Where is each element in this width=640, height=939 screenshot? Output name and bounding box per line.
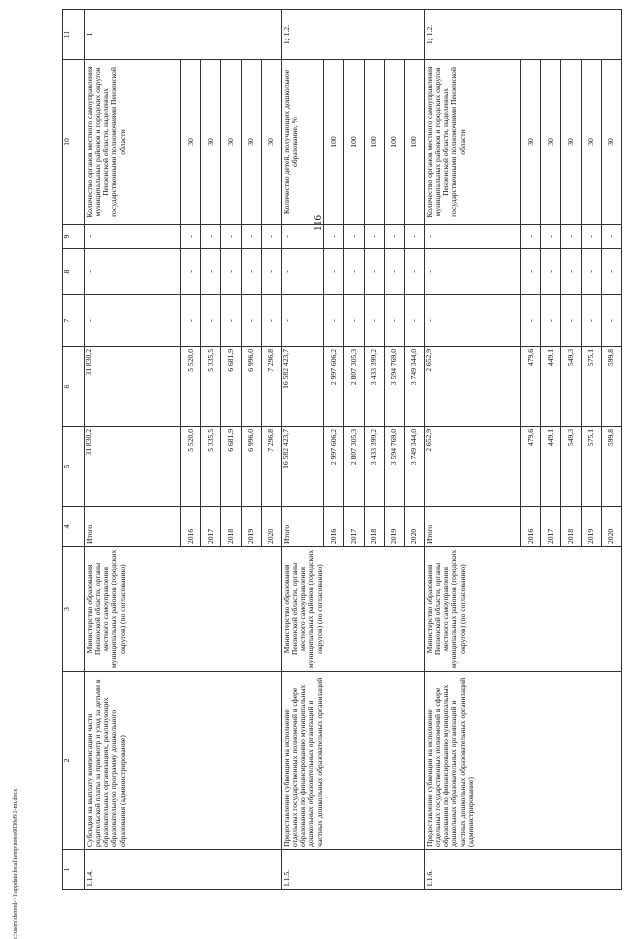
value-col7: -: [241, 295, 261, 347]
value-col7: -: [324, 295, 344, 347]
activity-executor: Министерство образования Пензенской области, органы местного самоуправления муниципальных районов (городских округов) (по согласованию): [281, 547, 424, 672]
value-col6: 2 997 606,2: [324, 347, 344, 427]
indicator-value: 100: [344, 60, 364, 225]
value-col6: 599,8: [601, 347, 621, 427]
indicator-name: Количество органов местного самоуправления муниципальных районов и городских округов Пензенской области, наделенных государственными полномочиями Пензенской области: [84, 60, 180, 225]
value-col8: -: [324, 249, 344, 295]
total-value-col5: 31 830,2: [84, 427, 180, 507]
value-col7: -: [201, 295, 221, 347]
col-header: 10: [63, 60, 85, 225]
value-col5: 3 749 344,0: [404, 427, 424, 507]
activity-name: Предоставление субвенции на исполнение отдельных государственных полномочий в сфере образования по финансированию муниципальных дошкольных образовательных организаций и частных дошкольных образовательных организаций (администрирование): [424, 672, 621, 850]
rotated-page: [62, 10, 622, 890]
value-col5: 6 996,0: [241, 427, 261, 507]
total-label: Итого: [84, 507, 180, 547]
value-col8: -: [404, 249, 424, 295]
value-col9: -: [201, 225, 221, 249]
year-cell: 2020: [261, 507, 281, 547]
value-col6: 5 335,5: [201, 347, 221, 427]
indicator-reference: 1; 1.2.: [281, 10, 424, 60]
value-col5: 3 594 769,0: [384, 427, 404, 507]
value-col6: 7 296,8: [261, 347, 281, 427]
value-col9: -: [181, 225, 201, 249]
value-col7: -: [344, 295, 364, 347]
col-header: 2: [63, 672, 85, 850]
total-value-col8: -: [84, 249, 180, 295]
year-cell: 2016: [324, 507, 344, 547]
year-cell: 2019: [384, 507, 404, 547]
program-activities-table: [62, 9, 622, 890]
total-label: Итого: [424, 507, 520, 547]
total-value-col8: -: [281, 249, 323, 295]
indicator-name: Количество детей, получающих дошкольное образование, %: [281, 60, 323, 225]
value-col5: 3 433 399,2: [364, 427, 384, 507]
total-value-col9: -: [424, 225, 520, 249]
value-col5: 575,1: [581, 427, 601, 507]
year-cell: 2016: [181, 507, 201, 547]
total-value-col8: -: [424, 249, 520, 295]
year-cell: 2018: [221, 507, 241, 547]
value-col5: 599,8: [601, 427, 621, 507]
value-col9: -: [241, 225, 261, 249]
indicator-value: 100: [384, 60, 404, 225]
activity-number: 1.1.6.: [424, 850, 621, 890]
value-col9: -: [581, 225, 601, 249]
indicator-value: 30: [221, 60, 241, 225]
value-col9: -: [324, 225, 344, 249]
value-col6: 5 520,0: [181, 347, 201, 427]
header-row: [63, 10, 85, 890]
value-col8: -: [521, 249, 541, 295]
value-col7: -: [384, 295, 404, 347]
year-cell: 2019: [241, 507, 261, 547]
indicator-value: 30: [581, 60, 601, 225]
value-col8: -: [541, 249, 561, 295]
indicator-value: 100: [404, 60, 424, 225]
indicator-value: 30: [181, 60, 201, 225]
col-header: 11: [63, 10, 85, 60]
value-col6: 3 594 769,0: [384, 347, 404, 427]
indicator-value: 30: [261, 60, 281, 225]
value-col8: -: [221, 249, 241, 295]
value-col8: -: [581, 249, 601, 295]
year-cell: 2017: [541, 507, 561, 547]
value-col8: -: [601, 249, 621, 295]
activity-number: 1.1.5.: [281, 850, 424, 890]
indicator-value: 30: [601, 60, 621, 225]
activity-name: Предоставление субвенции на исполнение отдельных государственных полномочий в сфере образования по финансированию муниципальных дошкольных образовательных организаций и частных дошкольных образовательных организаций: [281, 672, 424, 850]
indicator-value: 100: [364, 60, 384, 225]
value-col8: -: [201, 249, 221, 295]
value-col7: -: [581, 295, 601, 347]
year-cell: 2017: [344, 507, 364, 547]
value-col9: -: [541, 225, 561, 249]
value-col8: -: [181, 249, 201, 295]
value-col7: -: [601, 295, 621, 347]
value-col7: -: [221, 295, 241, 347]
total-value-col5: 2 652,9: [424, 427, 520, 507]
value-col5: 479,6: [521, 427, 541, 507]
col-header: 6: [63, 347, 85, 427]
value-col6: 3 433 399,2: [364, 347, 384, 427]
total-value-col7: -: [281, 295, 323, 347]
indicator-value: 30: [241, 60, 261, 225]
col-header: 7: [63, 295, 85, 347]
value-col9: -: [601, 225, 621, 249]
indicator-value: 30: [561, 60, 581, 225]
col-header: 5: [63, 427, 85, 507]
activity-total-row: [424, 10, 520, 890]
value-col7: -: [521, 295, 541, 347]
value-col7: -: [404, 295, 424, 347]
value-col6: 2 807 305,3: [344, 347, 364, 427]
year-cell: 2017: [201, 507, 221, 547]
col-header: 8: [63, 249, 85, 295]
file-path-footer: c:\users\dsorod-~1\appdata\local\temp\notes6030e8\1-пп.docx: [13, 788, 19, 939]
value-col5: 549,3: [561, 427, 581, 507]
value-col6: 3 749 344,0: [404, 347, 424, 427]
value-col5: 449,1: [541, 427, 561, 507]
value-col5: 5 520,0: [181, 427, 201, 507]
value-col8: -: [344, 249, 364, 295]
year-cell: 2020: [404, 507, 424, 547]
total-value-col6: 2 652,9: [424, 347, 520, 427]
year-cell: 2018: [561, 507, 581, 547]
total-value-col7: -: [424, 295, 520, 347]
indicator-value: 100: [324, 60, 344, 225]
total-value-col5: 16 582 423,7: [281, 427, 323, 507]
total-value-col6: 16 582 423,7: [281, 347, 323, 427]
activity-name: Субсидия на выплату компенсации части родительской платы за присмотр и уход за детьми в образовательных организациях, реализующих образовательную программу дошкольного образования (администрирование): [84, 672, 281, 850]
value-col6: 549,3: [561, 347, 581, 427]
value-col6: 575,1: [581, 347, 601, 427]
activity-number: 1.1.4.: [84, 850, 281, 890]
total-value-col7: -: [84, 295, 180, 347]
value-col7: -: [541, 295, 561, 347]
year-cell: 2020: [601, 507, 621, 547]
total-label: Итого: [281, 507, 323, 547]
indicator-reference: 1; 1.2.: [424, 10, 621, 60]
value-col9: -: [344, 225, 364, 249]
value-col7: -: [261, 295, 281, 347]
indicator-value: 30: [541, 60, 561, 225]
value-col9: -: [384, 225, 404, 249]
value-col6: 449,1: [541, 347, 561, 427]
value-col9: -: [221, 225, 241, 249]
value-col9: -: [561, 225, 581, 249]
year-cell: 2018: [364, 507, 384, 547]
value-col9: -: [364, 225, 384, 249]
table-body: [63, 10, 622, 890]
value-col5: 2 807 305,3: [344, 427, 364, 507]
value-col7: -: [364, 295, 384, 347]
activity-total-row: [84, 10, 180, 890]
col-header: 3: [63, 547, 85, 672]
value-col9: -: [261, 225, 281, 249]
col-header: 4: [63, 507, 85, 547]
indicator-value: 30: [201, 60, 221, 225]
value-col5: 2 997 606,2: [324, 427, 344, 507]
indicator-value: 30: [521, 60, 541, 225]
value-col8: -: [261, 249, 281, 295]
year-cell: 2016: [521, 507, 541, 547]
total-value-col6: 31 830,2: [84, 347, 180, 427]
year-cell: 2019: [581, 507, 601, 547]
value-col9: -: [521, 225, 541, 249]
value-col5: 5 335,5: [201, 427, 221, 507]
value-col9: -: [404, 225, 424, 249]
value-col8: -: [384, 249, 404, 295]
indicator-reference: 1: [84, 10, 281, 60]
value-col6: 479,6: [521, 347, 541, 427]
value-col8: -: [364, 249, 384, 295]
total-value-col9: -: [281, 225, 323, 249]
activity-executor: Министерство образования Пензенской области, органы местного самоуправления муниципальных районов (городских округов) (по согласованию): [424, 547, 621, 672]
value-col8: -: [561, 249, 581, 295]
value-col7: -: [561, 295, 581, 347]
value-col8: -: [241, 249, 261, 295]
total-value-col9: -: [84, 225, 180, 249]
indicator-name: Количество органов местного самоуправления муниципальных районов и городских округов Пензенской области, наделенных государственными полномочиями Пензенской области: [424, 60, 520, 225]
col-header: 1: [63, 850, 85, 890]
activity-executor: Министерство образования Пензенской области, органы местного самоуправления муниципальных районов (городских округов) (по согласованию): [84, 547, 281, 672]
value-col7: -: [181, 295, 201, 347]
activity-total-row: [281, 10, 323, 890]
value-col5: 6 681,9: [221, 427, 241, 507]
page-number: 116: [312, 214, 324, 232]
value-col6: 6 996,0: [241, 347, 261, 427]
col-header: 9: [63, 225, 85, 249]
value-col6: 6 681,9: [221, 347, 241, 427]
value-col5: 7 296,8: [261, 427, 281, 507]
